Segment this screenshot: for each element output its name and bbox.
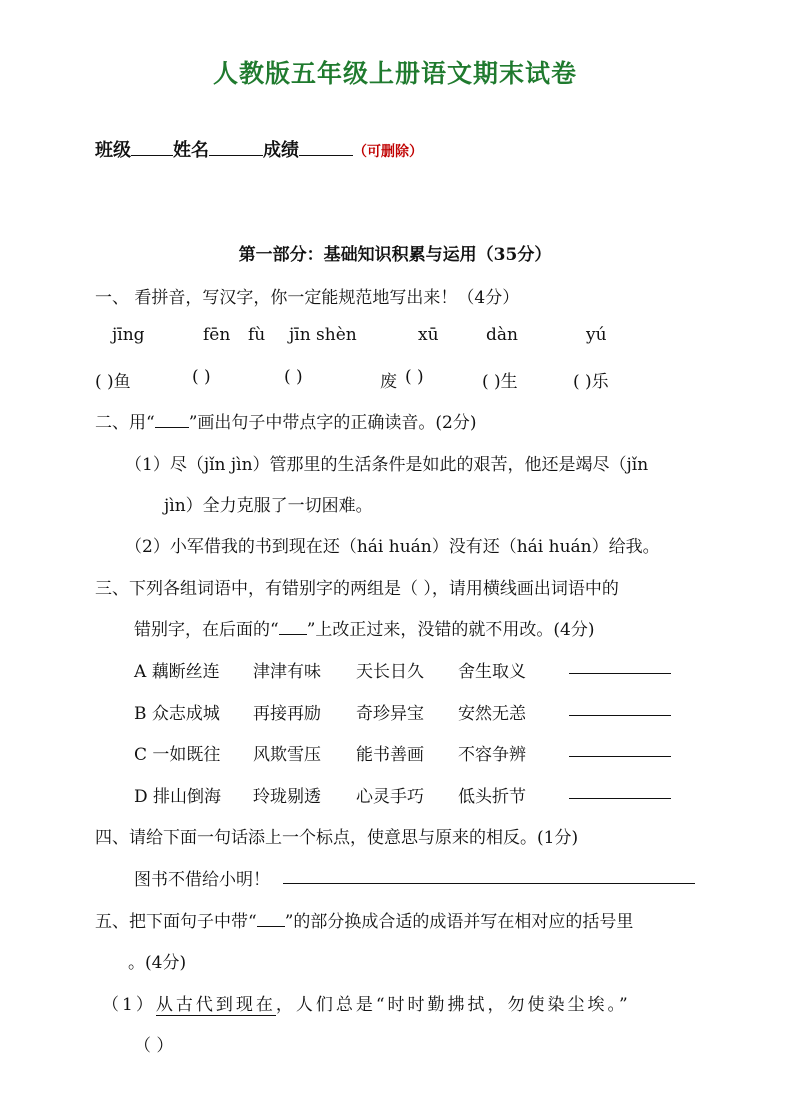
- q3-word: 安然无恙: [458, 704, 526, 724]
- part1-heading: 第一部分：基础知识积累与运用（35分）: [238, 245, 552, 265]
- score-blank[interactable]: [299, 137, 353, 156]
- q3-word: 排山倒海: [153, 787, 222, 807]
- q3-word: 天长日久: [356, 662, 424, 682]
- q5-prompt-b: ”的部分换成合适的成语并写在相对应的括号里: [284, 912, 634, 932]
- q2-sentence-2: （2）小军借我的书到现在还（hái huán）没有还（hái huán）给我。: [125, 537, 660, 557]
- q2-underline-sample: [155, 409, 189, 428]
- q4-sentence: 图书不借给小明！: [134, 870, 270, 890]
- q3-answer-line-a[interactable]: [569, 657, 671, 674]
- class-blank[interactable]: [131, 137, 173, 156]
- q3-prompt-line-2: [134, 615, 594, 640]
- q3-row-c: [134, 740, 220, 765]
- q1-prompt: 一、 看拼音，写汉字，你一定能规范地写出来！（4分）: [95, 288, 520, 308]
- q5-prompt: [95, 907, 633, 932]
- page-title: 人教版五年级上册语文期末试卷: [212, 59, 577, 88]
- name-label: 姓名: [173, 140, 209, 161]
- q1-pinyin-2: fēn: [203, 325, 231, 345]
- class-label: 班级: [95, 140, 131, 161]
- q3-row-d: [134, 782, 221, 807]
- q3-word: 玲珑剔透: [253, 787, 321, 807]
- q3-word: 能书善画: [356, 745, 424, 765]
- q1-pinyin-1: jīng: [112, 325, 145, 345]
- q3-word: 不容争辨: [458, 745, 526, 765]
- student-info-line: [95, 136, 423, 162]
- q3-row-a: [134, 657, 220, 682]
- q3-word: 舍生取义: [458, 662, 526, 682]
- q5-answer-1[interactable]: （ ）: [134, 1036, 174, 1056]
- q3-word: 低头折节: [458, 787, 526, 807]
- q4-answer-line[interactable]: [283, 865, 695, 884]
- q3-word: 再接再励: [253, 704, 321, 724]
- q1-char-fei: 废: [380, 372, 397, 392]
- name-blank[interactable]: [209, 137, 263, 156]
- q1-pinyin-5: xū: [418, 325, 439, 345]
- q3-prompt-line-1: 三、下列各组词语中，有错别字的两组是（ ），请用横线画出词语中的: [95, 579, 619, 599]
- q2-prompt: [95, 408, 476, 433]
- q3-underline-sample: [279, 616, 307, 635]
- q3-word: 风欺雪压: [253, 745, 321, 765]
- q3-word: 一如既往: [152, 745, 221, 765]
- q5-prompt-line-2: 。(4分): [128, 953, 187, 973]
- q2-prompt-b: ”画出句子中带点字的正确读音。(2分): [188, 413, 477, 433]
- q1-pinyin-4: jīn shèn: [289, 325, 357, 345]
- q5-sentence-1-rest: ，人们总是“时时勤拂拭，勿使染尘埃。”: [275, 995, 631, 1015]
- q3-row-label: D: [134, 787, 148, 807]
- q5-sentence-1: [102, 990, 631, 1015]
- q1-blank-6[interactable]: ( )乐: [573, 372, 609, 392]
- q1-blank-1[interactable]: ( )鱼: [95, 372, 131, 392]
- q3-word: 津津有味: [253, 662, 321, 682]
- q2-prompt-a: 二、用“: [95, 413, 155, 433]
- q5-underline-sample: [257, 908, 285, 927]
- q2-sentence-1-line-2: jìn）全力克服了一切困难。: [164, 496, 373, 516]
- q3-row-label: C: [134, 745, 148, 765]
- q3-word: 藕断丝连: [151, 662, 220, 682]
- q5-sentence-1-underlined: 从古代到现在: [155, 995, 276, 1015]
- deletable-note: （可删除）: [353, 144, 423, 160]
- q4-prompt: 四、请给下面一句话添上一个标点，使意思与原来的相反。(1分): [95, 828, 579, 848]
- q1-blank-2[interactable]: ( ): [192, 367, 211, 387]
- q3-answer-line-b[interactable]: [569, 699, 671, 716]
- q3-word: 众志成城: [151, 704, 220, 724]
- q3-answer-line-d[interactable]: [569, 782, 671, 799]
- q3-row-label: A: [134, 662, 147, 682]
- q5-prompt-a: 五、把下面句子中带“: [95, 912, 257, 932]
- q3-prompt-line-2b: ”上改正过来，没错的就不用改。(4分): [306, 620, 595, 640]
- q1-blank-5[interactable]: ( )生: [482, 372, 518, 392]
- q1-pinyin-3: fù: [248, 325, 266, 345]
- q1-pinyin-6: dàn: [486, 325, 518, 345]
- score-label: 成绩: [263, 140, 299, 161]
- q3-answer-line-c[interactable]: [569, 740, 671, 757]
- q1-blank-3[interactable]: ( ): [284, 367, 303, 387]
- q3-word: 心灵手巧: [356, 787, 424, 807]
- q1-pinyin-7: yú: [586, 325, 607, 345]
- q3-prompt-line-2a: 错别字，在后面的“: [134, 620, 279, 640]
- q3-row-label: B: [134, 704, 147, 724]
- q2-sentence-1-line-1: （1）尽（jǐn jìn）管那里的生活条件是如此的艰苦，他还是竭尽（jǐn: [125, 455, 649, 475]
- q5-sentence-1-prefix: （1）: [102, 995, 156, 1015]
- q1-blank-4[interactable]: ( ): [405, 367, 424, 387]
- q3-row-b: [134, 699, 220, 724]
- q3-word: 奇珍异宝: [356, 704, 424, 724]
